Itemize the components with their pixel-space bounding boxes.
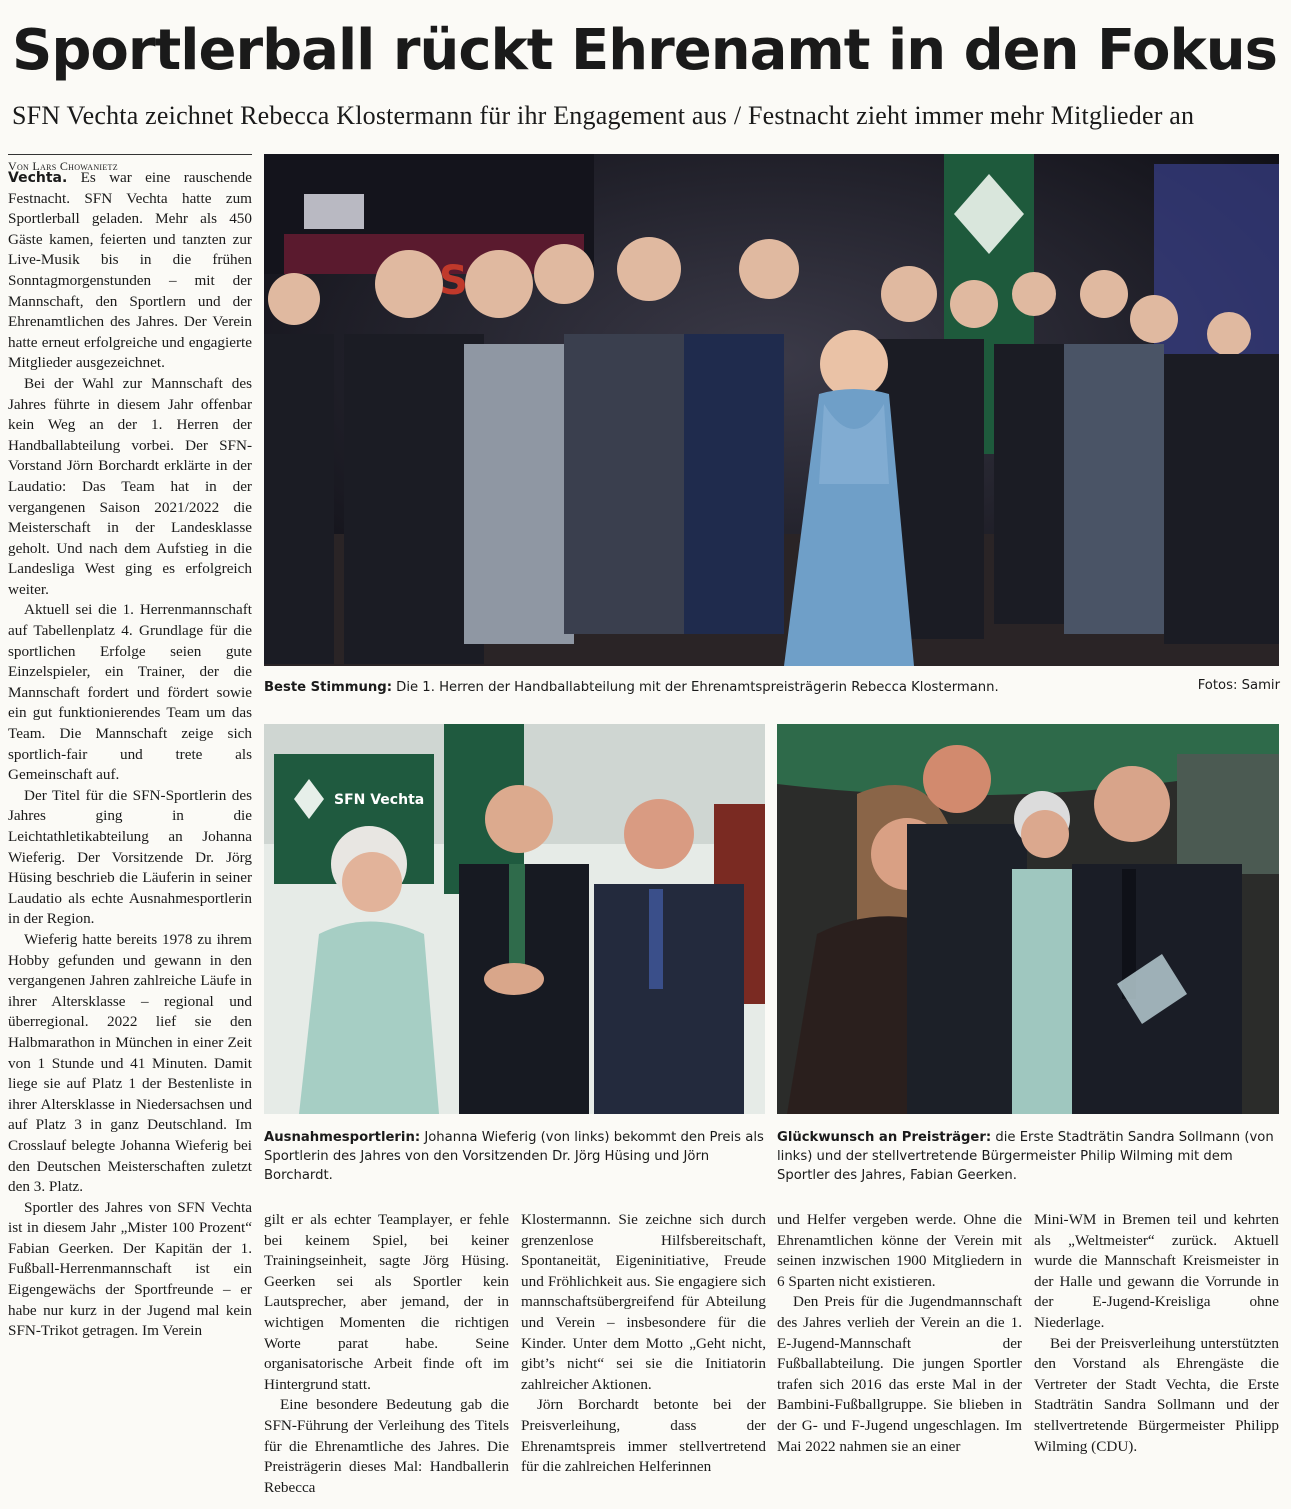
left-photo-caption [264, 1128, 765, 1185]
photo-credit: Fotos: Samir [1197, 678, 1280, 693]
subheadline: SFN Vechta zeichnet Rebecca Klostermann für ihr Engagement aus / Festnacht zieht immer mehr Mitglieder an [12, 101, 1195, 130]
article-paragraph: Bei der Wahl zur Mannschaft des Jahres führte in diesem Jahr offenbar kein Weg an der 1. Herren der Handballabteilung vorbei. Der SFN-Vorstand Jörn Borchardt erklärte in der Laudatio: Das Team hat in der vergangenen Saison 2021/2022 die Meisterschaft in der Landesklasse geholt. Und nach dem Aufstieg in die Landesliga West ging es erfolgreich weiter. [8, 374, 252, 598]
left-photo-image [264, 724, 765, 1114]
article-paragraph: Den Preis für die Jugendmannschaft des Jahres verlieh der Verein an die 1. E-Jugend-Mannschaft der Fußballabteilung. Die jungen Sportler trafen sich 2016 das erste Mal in der Bambini-Fußballgruppe. Sie blieben in der G- und F-Jugend ungeschlagen. Im Mai 2022 nahmen sie an einer [777, 1293, 1022, 1455]
article-paragraph: gilt er als echter Teamplayer, er fehle bei keinem Spiel, bei keiner Trainingseinheit, sagte Jörg Hüsing. Geerken sei als Sportler kein Lautsprecher, aber jemand, der in wichtigen Momenten die richtigen Worte parat habe. Seine organisatorische Arbeit finde oft im Hintergrund statt. [264, 1211, 509, 1393]
article-paragraph: und Helfer vergeben werde. Ohne die Ehrenamtlichen könne der Verein mit seinen inzwischen 1900 Mitgliedern in 6 Sparten nicht existieren. [777, 1211, 1022, 1290]
right-photo [777, 724, 1279, 1114]
caption-label: Beste Stimmung: [264, 680, 392, 695]
article-column-1 [8, 168, 252, 1506]
caption-text: Johanna Wieferig (von links) bekommt den Preis als Sportlerin des Jahres von den Vorsitzenden Dr. Jörg Hüsing und Jörn Borchardt. [264, 1130, 764, 1183]
dateline: Vechta. [8, 170, 68, 186]
main-photo [264, 154, 1279, 666]
article-column-3 [521, 1210, 766, 1506]
article-paragraph: Bei der Preisverleihung unterstützten den Vorstand als Ehrengäste die Vertreter der Stadt Vechta, die Erste Stadträtin Sandra Sollmann und der stellvertretende Bürgermeister Philipp Wilming (CDU). [1034, 1334, 1279, 1455]
right-photo-image [777, 724, 1279, 1114]
main-photo-image [264, 154, 1279, 666]
article-paragraph: Mini-WM in Bremen teil und kehrten als „Weltmeister“ zurück. Aktuell wurde die Mannschaft Kreismeister in der Halle und gewann die Vorrunde in der E-Jugend-Kreisliga ohne Niederlage. [1034, 1211, 1279, 1331]
left-photo [264, 724, 765, 1114]
caption-label: Glückwunsch an Preisträger: [777, 1130, 992, 1145]
article-paragraph: Vechta. Es war eine rauschende Festnacht. SFN Vechta hatte zum Sportlerball geladen. Mehr als 450 Gäste kamen, feierten und tanzten zur Live-Musik bis in die frühen Sonntagmorgenstunden – mit der Mannschaft, den Sportlern und der Ehrenamtlichen des Jahres. Der Verein hatte erneut erfolgreiche und engagierte Mitglieder ausgezeichnet. [8, 169, 252, 372]
caption-label: Ausnahmesportlerin: [264, 1130, 421, 1145]
article-column-2 [264, 1210, 509, 1506]
article-column-5 [1034, 1210, 1279, 1506]
article-column-4 [777, 1210, 1022, 1506]
right-photo-caption [777, 1128, 1279, 1185]
article-paragraph: Klostermannn. Sie zeichne sich durch grenzenlose Hilfsbereitschaft, Spontaneität, Eigeninitiative, Freude und Fröhlichkeit aus. Sie engagiere sich mannschaftsübergreifend für Abteilung und Verein – insbesondere für die Kinder. Unter dem Motto „Geht nicht, gibt’s nicht“ sei sie die Initiatorin zahlreicher Aktionen. [521, 1211, 766, 1393]
article-paragraph: Wieferig hatte bereits 1978 zu ihrem Hobby gefunden und gewann in den vergangenen Jahren zahlreiche Läufe in ihrer Altersklasse – regional und überregional. 2022 lief sie den Halbmarathon in München in einer Zeit von 1 Stunde und 41 Minuten. Damit liege sie auf Platz 1 der Bestenliste in ihrer Altersklasse in Niedersachsen und auf Platz 3 in ganz Deutschland. Im Crosslauf belegte Johanna Wieferig bei den Deutschen Meisterschaften zuletzt den 3. Platz. [8, 930, 252, 1196]
article-paragraph: Aktuell sei die 1. Herrenmannschaft auf Tabellenplatz 4. Grundlage für die sportlichen Erfolge seien gute Einzelspieler, ein Trainer, der die Mannschaft fordert und fördert sowie ein gut funktionierendes Team um das Team. Die Mannschaft zeige sich sportlich-fair und trete als Gemeinschaft auf. [8, 601, 252, 784]
article-paragraph: Der Titel für die SFN-Sportlerin des Jahres ging in die Leichtathletikabteilung an Johanna Wieferig. Der Vorsitzende Dr. Jörg Hüsing beschrieb die Läuferin in seiner Laudatio als echte Ausnahmesportlerin in der Region. [8, 786, 252, 928]
caption-text: Die 1. Herren der Handballabteilung mit der Ehrenamtspreisträgerin Rebecca Klostermann. [391, 680, 999, 695]
article-paragraph: Jörn Borchardt betonte bei der Preisverleihung, dass der Ehrenamtspreis immer stellvertretend für die zahlreichen Helferinnen [521, 1396, 766, 1476]
sfn-banner: SFN Vechta [334, 792, 425, 808]
main-photo-caption [264, 678, 1144, 697]
article-paragraph: Eine besondere Bedeutung gab die SFN-Führung der Verleihung des Titels für die Ehrenamtliche des Jahres. Die Preisträgerin dieses Mal: Handballerin Rebecca [264, 1396, 509, 1496]
caption-text: die Erste Stadträtin Sandra Sollmann (von links) und der stellvertretende Bürgermeister Philip Wilming mit dem Sportler des Jahres, Fabian Geerken. [777, 1130, 1274, 1183]
headline: Sportlerball rückt Ehrenamt in den Fokus [12, 18, 1277, 83]
article-paragraph: Sportler des Jahres von SFN Vechta ist in diesem Jahr „Mister 100 Prozent“ Fabian Geerken. Der Kapitän der 1. Fußball-Herrenmannschaft ist ein Eigengewächs der Sportfreunde – er habe nur kurz in der Jugend mal kein SFN-Trikot getragen. Im Verein [8, 1198, 252, 1340]
byline: Von Lars Chowanietz [8, 154, 252, 174]
